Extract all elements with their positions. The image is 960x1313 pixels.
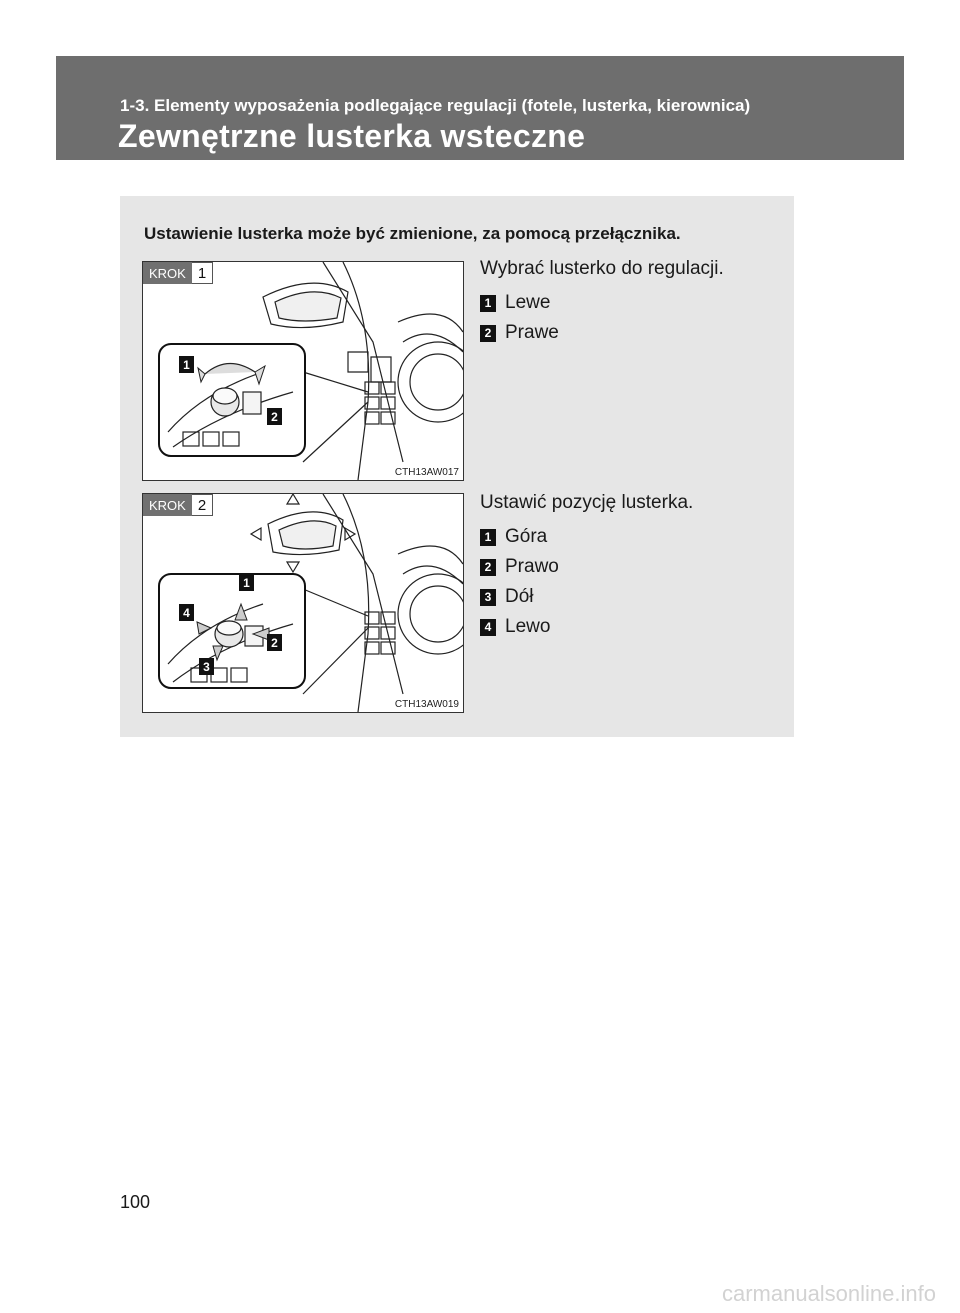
svg-text:1: 1 bbox=[183, 358, 190, 372]
list-item bbox=[480, 288, 724, 318]
step-1-description bbox=[480, 258, 724, 348]
list-item bbox=[480, 318, 724, 348]
svg-text:4: 4 bbox=[183, 606, 190, 620]
svg-text:3: 3 bbox=[203, 660, 210, 674]
step-1-lead: Wybrać lusterko do regulacji. bbox=[480, 258, 724, 279]
item-label: Lewo bbox=[505, 616, 551, 637]
number-badge: 1 bbox=[480, 295, 496, 312]
number-badge: 1 bbox=[480, 529, 496, 546]
step-2-description bbox=[480, 492, 693, 642]
step-2-lead: Ustawić pozycję lusterka. bbox=[480, 492, 694, 513]
page-number: 100 bbox=[120, 1192, 151, 1212]
mirror-switch-drawing bbox=[143, 494, 463, 712]
figure-code: CTH13AW019 bbox=[394, 699, 459, 710]
item-label: Dół bbox=[505, 586, 534, 607]
list-item bbox=[480, 582, 693, 612]
content-panel bbox=[120, 196, 794, 737]
page-title: Zewnętrzne lusterka wsteczne bbox=[118, 118, 586, 154]
item-label: Góra bbox=[505, 526, 548, 547]
number-badge: 4 bbox=[480, 619, 496, 636]
number-badge: 3 bbox=[480, 589, 496, 606]
svg-text:2: 2 bbox=[271, 636, 278, 650]
number-badge: 2 bbox=[480, 559, 496, 576]
step-2-illustration bbox=[142, 493, 464, 713]
footer-watermark: carmanualsonline.info bbox=[721, 1281, 936, 1306]
number-badge: 2 bbox=[480, 325, 496, 342]
step-tag-number: 2 bbox=[192, 494, 213, 516]
header-bar bbox=[56, 56, 904, 160]
svg-text:1: 1 bbox=[243, 576, 250, 590]
svg-text:2: 2 bbox=[271, 410, 278, 424]
step-2-tag bbox=[143, 494, 213, 516]
step-tag-label: KROK bbox=[143, 262, 192, 284]
step-tag-number: 1 bbox=[192, 262, 213, 284]
step-1-illustration bbox=[142, 261, 464, 481]
intro-text: Ustawienie lusterka może być zmienione, za pomocą przełącznika. bbox=[144, 224, 681, 243]
list-item bbox=[480, 552, 693, 582]
section-title: 1-3. Elementy wyposażenia podlegające regulacji (fotele, lusterka, kierownica) bbox=[120, 96, 751, 115]
mirror-switch-drawing bbox=[143, 262, 463, 480]
step-tag-label: KROK bbox=[143, 494, 192, 516]
list-item bbox=[480, 612, 693, 642]
item-label: Prawo bbox=[505, 556, 559, 577]
figure-code: CTH13AW017 bbox=[394, 467, 459, 478]
item-label: Prawe bbox=[505, 322, 559, 343]
item-label: Lewe bbox=[505, 292, 551, 313]
step-1-tag bbox=[143, 262, 213, 284]
list-item bbox=[480, 522, 693, 552]
